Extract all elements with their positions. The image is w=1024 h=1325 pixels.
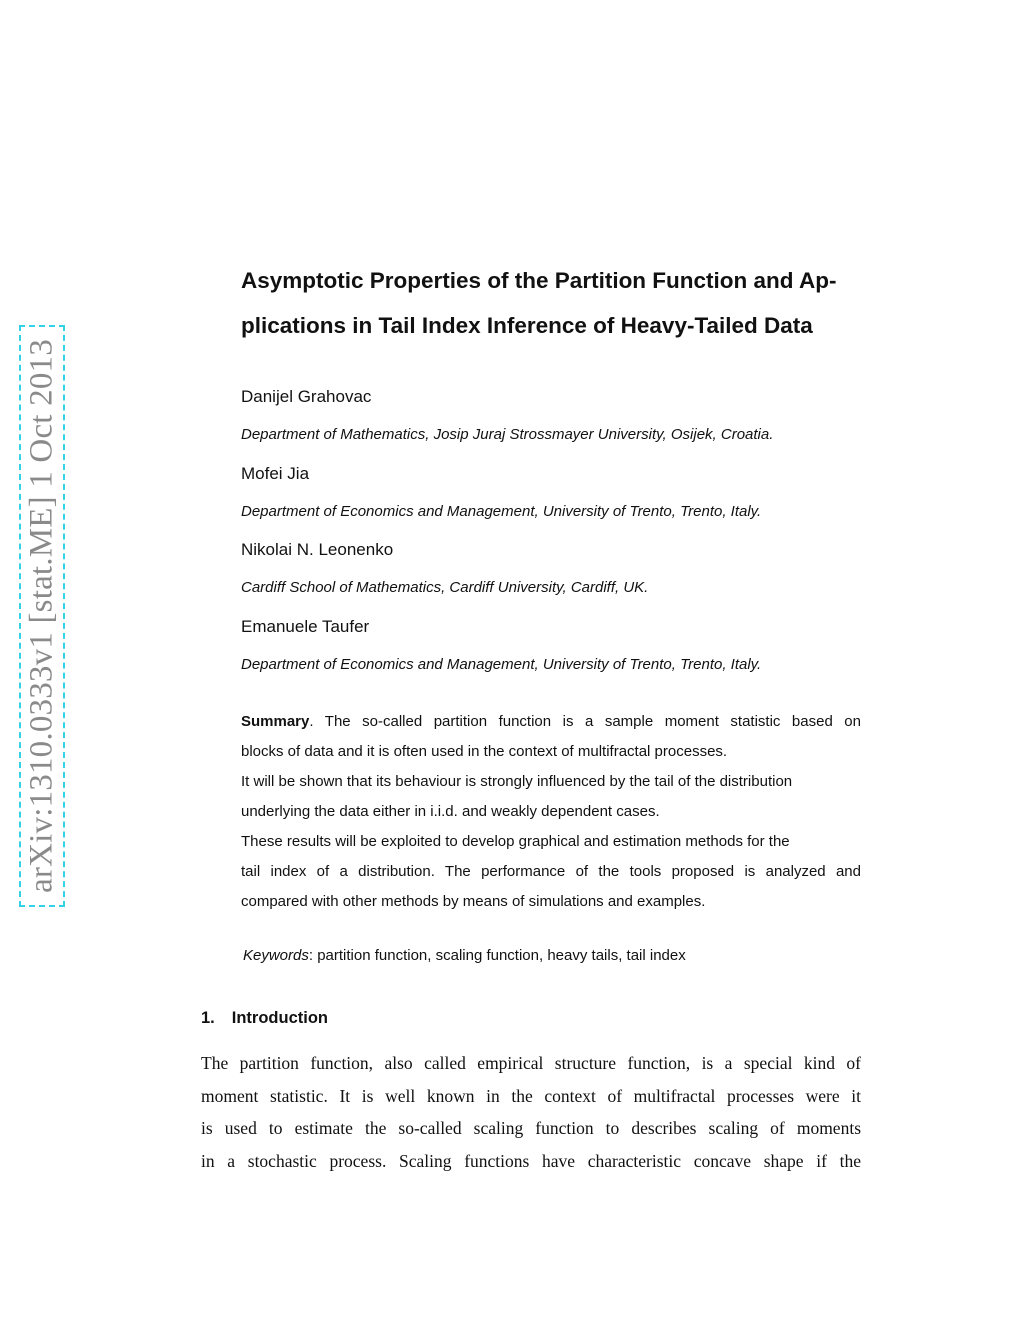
keywords-label: Keywords xyxy=(243,947,309,964)
section-title: Introduction xyxy=(231,1009,328,1027)
author-affiliation-2: Department of Economics and Management, University of Trento, Trento, Italy. xyxy=(241,503,762,520)
author-name-4: Emanuele Taufer xyxy=(241,617,370,636)
abstract-text: . The so-called partition function is a sample moment statistic based on xyxy=(309,713,861,730)
body-line: The partition function, also called empirical structure function, is a special kind of xyxy=(201,1053,861,1073)
author-name-1: Danijel Grahovac xyxy=(241,387,372,406)
arxiv-identifier: arXiv:1310.0333v1 [stat.ME] 1 Oct 2013 xyxy=(23,339,60,893)
paper-title-line-1: Asymptotic Properties of the Partition Function and Ap- xyxy=(241,268,837,293)
abstract-line: compared with other methods by means of simulations and examples. xyxy=(241,893,706,910)
keywords xyxy=(243,946,686,966)
section-heading-introduction xyxy=(201,1007,328,1029)
author-affiliation-3: Cardiff School of Mathematics, Cardiff University, Cardiff, UK. xyxy=(241,579,649,596)
section-number: 1. xyxy=(201,1009,215,1027)
abstract xyxy=(241,707,861,917)
abstract-line: underlying the data either in i.i.d. and weakly dependent cases. xyxy=(241,803,660,820)
author-name-2: Mofei Jia xyxy=(241,464,310,483)
abstract-line: blocks of data and it is often used in the context of multifractal processes. xyxy=(241,743,728,760)
abstract-line: tail index of a distribution. The performance of the tools proposed is analyzed and xyxy=(241,863,861,880)
abstract-label: Summary xyxy=(241,713,310,730)
introduction-paragraph xyxy=(201,1047,861,1177)
abstract-line: These results will be exploited to develop graphical and estimation methods for the xyxy=(241,833,790,850)
paper-title-line-2: plications in Tail Index Inference of Heavy-Tailed Data xyxy=(241,313,813,338)
body-line: in a stochastic process. Scaling functions have characteristic concave shape if the xyxy=(201,1150,861,1171)
abstract-line xyxy=(241,707,861,737)
author-affiliation-4: Department of Economics and Management, University of Trento, Trento, Italy. xyxy=(241,656,762,673)
paper-title xyxy=(241,258,881,348)
author-name-3: Nikolai N. Leonenko xyxy=(241,540,394,559)
abstract-line: It will be shown that its behaviour is strongly influenced by the tail of the distribution xyxy=(241,773,793,790)
body-line: moment statistic. It is well known in the context of multifractal processes were it xyxy=(201,1085,861,1106)
author-affiliation-1: Department of Mathematics, Josip Juraj Strossmayer University, Osijek, Croatia. xyxy=(241,426,774,443)
arxiv-stamp xyxy=(19,325,65,907)
keywords-text: : partition function, scaling function, heavy tails, tail index xyxy=(308,947,686,964)
body-line: is used to estimate the so-called scaling function to describes scaling of moments xyxy=(201,1118,861,1139)
